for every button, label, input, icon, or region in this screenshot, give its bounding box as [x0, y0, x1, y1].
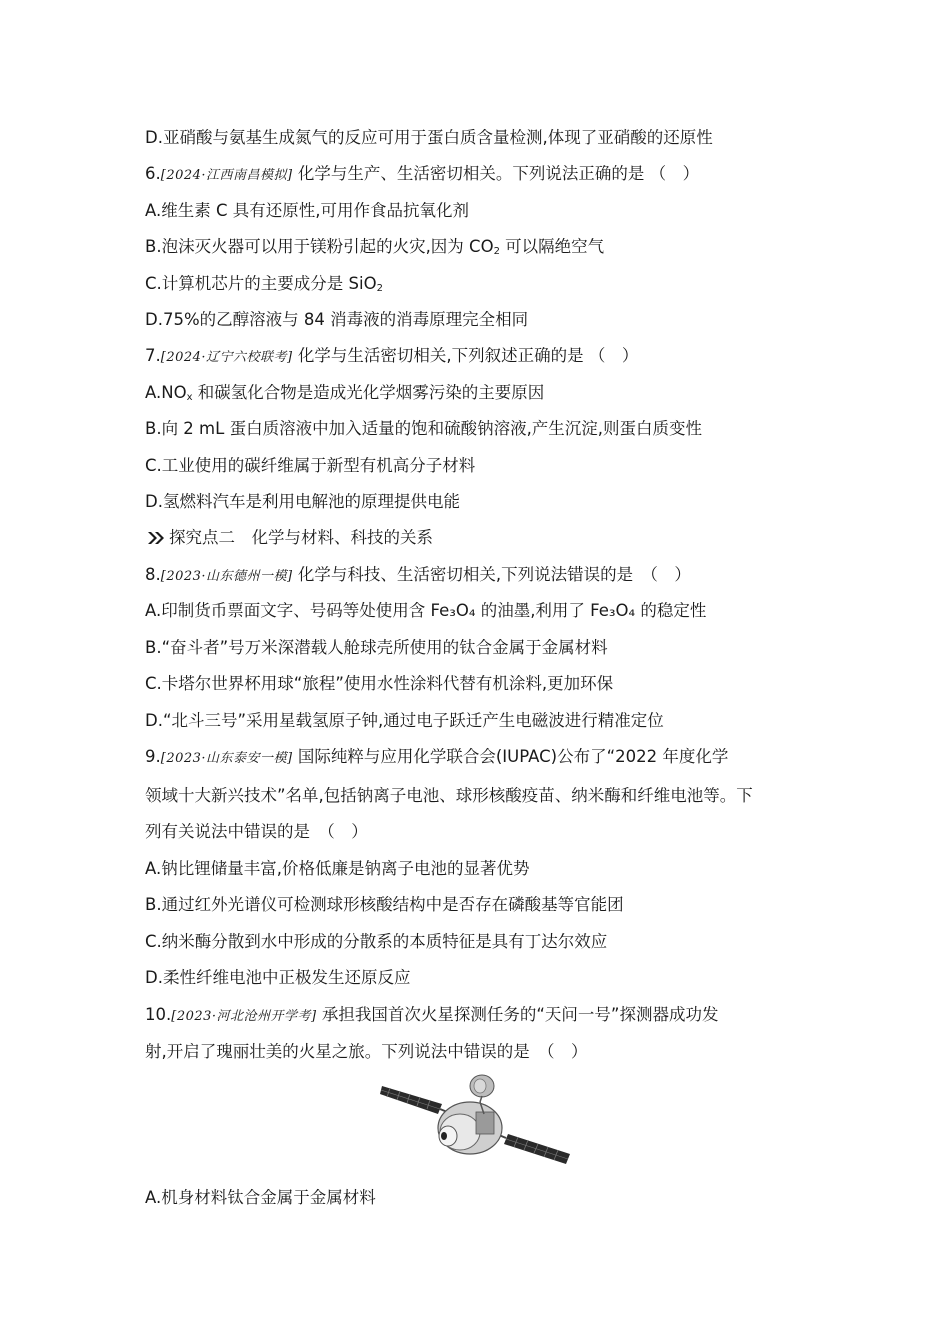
q7-option-c: C.工业使用的碳纤维属于新型有机高分子材料 [145, 456, 476, 475]
q7-option-b: B.向 2 mL 蛋白质溶液中加入适量的饱和硫酸钠溶液,产生沉淀,则蛋白质变性 [145, 419, 703, 438]
q9-stem-line2: 领域十大新兴技术”名单,包括钠离子电池、球形核酸疫苗、纳米酶和纤维电池等。下 [145, 786, 753, 805]
section-heading [147, 527, 433, 549]
q9-option-d: D.柔性纤维电池中正极发生还原反应 [145, 968, 411, 987]
q6-option-a: A.维生素 C 具有还原性,可用作食品抗氧化剂 [145, 201, 469, 220]
q7-option-a: $A.NO_x$ 和碳氢化合物是造成光化学烟雾污染的主要原因 [145, 383, 545, 403]
q10-stem-line2: 射,开启了瑰丽壮美的火星之旅。下列说法中错误的是 （ ） [145, 1042, 588, 1061]
q10-source: [2023·河北沧州开学考] [171, 1009, 317, 1024]
q10-stem-line1: 10.[2023·河北沧州开学考] 承担我国首次火星探测任务的“天问一号”探测器成功发 [145, 1005, 719, 1024]
q8-option-b: B.“奋斗者”号万米深潜载人舱球壳所使用的钛合金属于金属材料 [145, 638, 608, 657]
q9-stem-line1: 9.[2023·山东泰安一模] 国际纯粹与应用化学联合会(IUPAC)公布了“2022 年度化学 [145, 747, 729, 766]
q8-option-a: A.印制货币票面文字、号码等处使用含 Fe₃O₄ 的油墨,利用了 Fe₃O₄ 的稳定性 [145, 601, 707, 620]
q7-stem: 7.[2024·辽宁六校联考] 化学与生活密切相关,下列叙述正确的是 （ ） [145, 346, 639, 365]
q6-option-d: D.75%的乙醇溶液与 84 消毒液的消毒原理完全相同 [145, 310, 529, 329]
q6-source: [2024·江西南昌模拟] [160, 168, 293, 183]
q6-option-b: B.泡沫灭火器可以用于镁粉引起的火灾,因为 $CO_2$ 可以隔绝空气 [145, 237, 605, 257]
q9-option-b: B.通过红外光谱仪可检测球形核酸结构中是否存在磷酸基等官能团 [145, 895, 624, 914]
spacecraft-body [438, 1102, 502, 1154]
q8-source: [2023·山东德州一模] [160, 569, 293, 584]
q9-source: [2023·山东泰安一模] [160, 751, 293, 766]
spacecraft-illustration [380, 1072, 572, 1168]
q5-option-d: D.亚硝酸与氨基生成氮气的反应可用于蛋白质含量检测,体现了亚硝酸的还原性 [145, 128, 713, 147]
double-chevron-icon [147, 531, 165, 545]
q6-option-c: C.计算机芯片的主要成分是 SiO$_2$ [145, 274, 383, 294]
q9-stem-line3: 列有关说法中错误的是 （ ） [145, 822, 368, 841]
right-solar-panel [504, 1134, 570, 1164]
q10-option-a: A.机身材料钛合金属于金属材料 [145, 1188, 376, 1207]
q6-stem: 6.[2024·江西南昌模拟] 化学与生产、生活密切相关。下列说法正确的是 （ ） [145, 164, 700, 183]
q9-option-c: C.纳米酶分散到水中形成的分散系的本质特征是具有丁达尔效应 [145, 932, 608, 951]
q9-option-a: A.钠比锂储量丰富,价格低廉是钠离子电池的显著优势 [145, 859, 530, 878]
q7-option-d: D.氢燃料汽车是利用电解池的原理提供电能 [145, 492, 460, 511]
q8-option-c: C.卡塔尔世界杯用球“旅程”使用水性涂料代替有机涂料,更加环保 [145, 674, 614, 693]
q8-stem: 8.[2023·山东德州一模] 化学与科技、生活密切相关,下列说法错误的是 （ ） [145, 565, 691, 584]
q8-option-d: D.“北斗三号”采用星载氢原子钟,通过电子跃迁产生电磁波进行精准定位 [145, 711, 664, 730]
q7-source: [2024·辽宁六校联考] [160, 350, 293, 365]
section-label: 探究点二 化学与材料、科技的关系 [169, 528, 433, 547]
left-solar-panel [380, 1086, 442, 1114]
